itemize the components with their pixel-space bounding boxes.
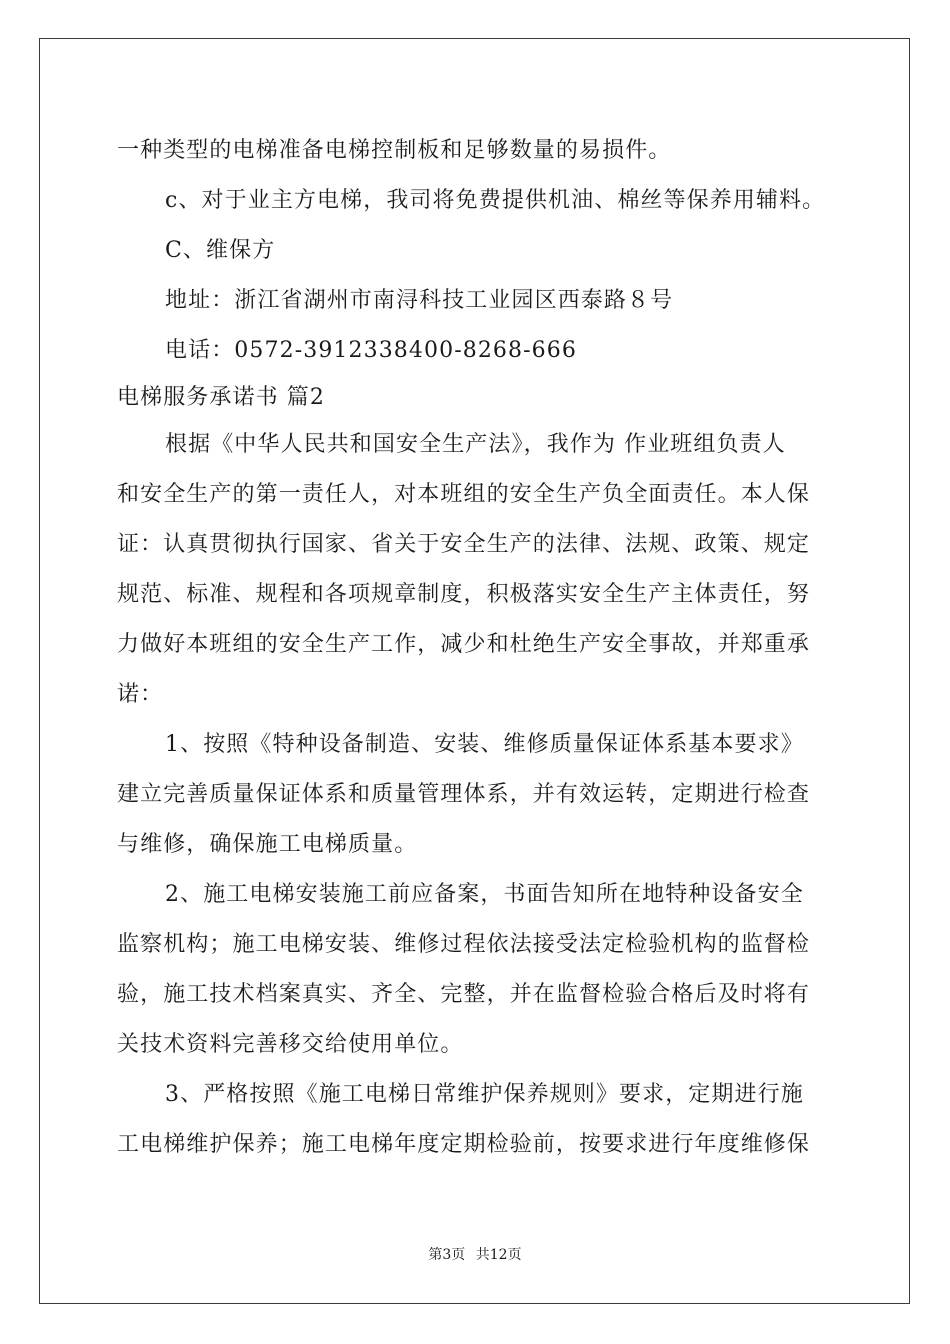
text-line: 1、按照《特种设备制造、安装、维修质量保证体系基本要求》 <box>165 732 804 757</box>
text-line: 电话：0572-3912338400-8268-666 <box>165 338 577 363</box>
text-line: 关技术资料完善移交给使用单位。 <box>117 1032 464 1057</box>
text-line: c、对于业主方电梯，我司将免费提供机油、棉丝等保养用辅料。 <box>165 188 826 213</box>
text-line: 证：认真贯彻执行国家、省关于安全生产的法律、法规、政策、规定 <box>117 532 811 557</box>
text-line: 监察机构；施工电梯安装、维修过程依法接受法定检验机构的监督检 <box>117 932 811 957</box>
text-line: 地址：浙江省湖州市南浔科技工业园区西泰路８号 <box>165 288 674 313</box>
text-line: 和安全生产的第一责任人，对本班组的安全生产负全面责任。本人保 <box>117 482 811 507</box>
text-line: 与维修，确保施工电梯质量。 <box>117 832 418 857</box>
text-line: C、维保方 <box>165 238 276 263</box>
page-total: 共12页 <box>475 1247 522 1263</box>
text-line: 验，施工技术档案真实、齐全、完整，并在监督检验合格后及时将有 <box>117 982 811 1007</box>
text-line: 工电梯维护保养；施工电梯年度定期检验前，按要求进行年度维修保 <box>117 1132 811 1157</box>
text-line: 3、严格按照《施工电梯日常维护保养规则》要求，定期进行施 <box>165 1082 804 1107</box>
page-footer <box>0 1244 950 1264</box>
document-body <box>117 126 837 1170</box>
text-line: 力做好本班组的安全生产工作，减少和杜绝生产安全事故，并郑重承 <box>117 632 811 657</box>
text-line: 根据《中华人民共和国安全生产法》，我作为 作业班组负责人 <box>165 432 786 457</box>
section-heading: 电梯服务承诺书 篇2 <box>117 385 325 410</box>
text-line: 建立完善质量保证体系和质量管理体系，并有效运转，定期进行检查 <box>117 782 811 807</box>
text-line: 一种类型的电梯准备电梯控制板和足够数量的易损件。 <box>117 138 672 163</box>
text-line: 2、施工电梯安装施工前应备案，书面告知所在地特种设备安全 <box>165 882 804 907</box>
text-line: 诺： <box>117 682 164 707</box>
text-line: 规范、标准、规程和各项规章制度，积极落实安全生产主体责任，努 <box>117 582 811 607</box>
page-number: 第3页 <box>428 1247 466 1263</box>
